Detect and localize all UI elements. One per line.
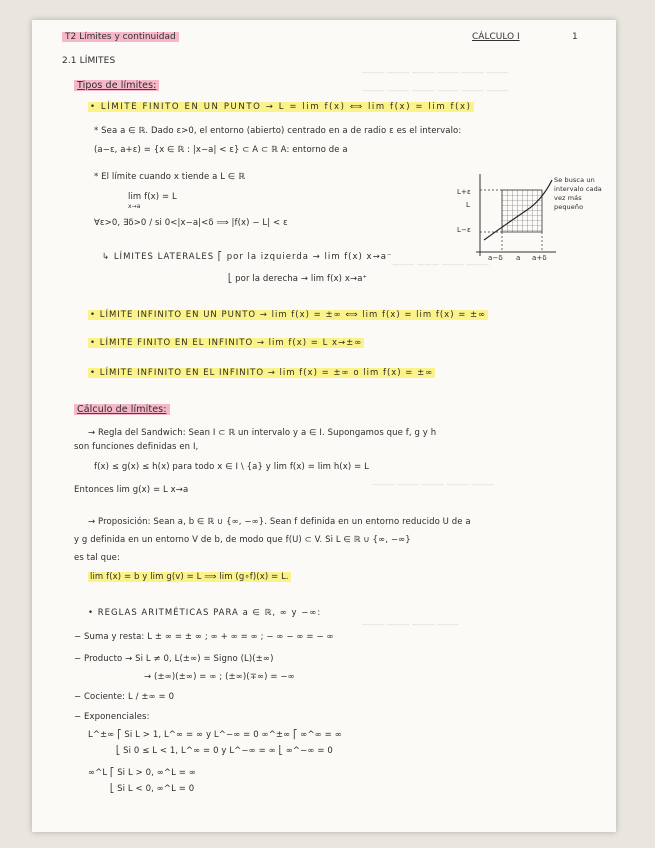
entorno-definition: * Sea a ∈ ℝ. Dado ε>0, el entorno (abierto) centrado en a de radio ε es el intervalo: — [94, 126, 462, 136]
entorno-interval: (a−ε, a+ε) = {x ∈ ℝ : |x−a| < ε} ⊂ A ⊂ ℝ A: entorno de a — [94, 145, 348, 155]
epsilon-delta-definition: ∀ε>0, ∃δ>0 / si 0<|x−a|<δ ⟹ |f(x) − L| < ε — [94, 218, 288, 228]
sandwich-inequality: f(x) ≤ g(x) ≤ h(x) para todo x ∈ I \ {a} y lim f(x) = lim h(x) = L — [94, 462, 369, 472]
graph-note: Se busca un intervalo cada vez más pequeño — [554, 176, 602, 211]
graph-label-L: L — [466, 201, 470, 209]
limit-type-3 — [88, 338, 364, 348]
limit-formula: lim f(x) = L — [128, 192, 177, 202]
rule-quotient: − Cociente: L / ±∞ = 0 — [74, 692, 175, 702]
limit-type-3-text: • LÍMITE FINITO EN EL INFINITO → lim f(x) = L x→±∞ — [90, 338, 363, 348]
bleed-through-text: ——— ——— ——— ——— — [362, 620, 460, 629]
bleed-through-text: ——— ——— ——— ——— ——— ——— — [362, 86, 509, 95]
limit-subscript: x→a — [128, 203, 141, 210]
rule-product-1: − Producto → Si L ≠ 0, L(±∞) = Signo (L)(±∞) — [74, 654, 274, 664]
limit-type-1 — [88, 102, 474, 112]
rule-exponential-2: ⎣ Si 0 ≤ L < 1, L^∞ = 0 y L^−∞ = ∞ ⎣ ∞^−∞ = 0 — [116, 746, 333, 756]
proposition-line-2: y g definida en un entorno V de b, de modo que f(U) ⊂ V. Si L ∈ ℝ ∪ {∞, −∞} — [74, 535, 411, 545]
rule-exponential-1: L^±∞ ⎡ Si L > 1, L^∞ = ∞ y L^−∞ = 0 ∞^±∞ ⎡ ∞^∞ = ∞ — [88, 730, 342, 740]
rule-exponential-4: ⎣ Si L < 0, ∞^L = 0 — [110, 784, 195, 794]
graph-label-a-plus: a+δ — [532, 254, 547, 262]
graph-label-a: a — [516, 254, 521, 262]
proposition-result-text: lim f(x) = b y lim g(v) = L ⟹ lim (g∘f)(x) = L. — [90, 572, 289, 582]
limit-type-4-text: • LÍMITE INFINITO EN EL INFINITO → lim f(x) = ±∞ o lim f(x) = ±∞ — [90, 368, 434, 378]
lateral-limits-right: ⎣ por la derecha → lim f(x) x→a⁺ — [228, 274, 368, 284]
course-title: CÁLCULO I — [472, 32, 520, 42]
rule-exponential-3: ∞^L ⎡ Si L > 0, ∞^L = ∞ — [88, 768, 196, 778]
limit-type-2-text: • LÍMITE INFINITO EN UN PUNTO → lim f(x) = ±∞ ⟺ lim f(x) = lim f(x) = ±∞ — [90, 310, 487, 320]
proposition-result — [88, 572, 291, 582]
section-title: T2 Límites y continuidad — [62, 32, 179, 42]
bleed-through-text: ——— ——— ——— ——— ——— ——— — [362, 68, 509, 77]
lateral-limits-left: ↳ LÍMITES LATERALES ⎡ por la izquierda → lim f(x) x→a⁻ — [102, 252, 393, 262]
page-number: 1 — [572, 32, 578, 42]
limit-type-4 — [88, 368, 435, 378]
proposition-line-3: es tal que: — [74, 553, 120, 563]
rule-product-2: → (±∞)(±∞) = ∞ ; (±∞)(∓∞) = −∞ — [144, 672, 295, 682]
graph-label-lower: L−ε — [457, 226, 471, 234]
graph-label-upper: L+ε — [457, 188, 471, 196]
limit-tends-line: * El límite cuando x tiende a L ∈ ℝ — [94, 172, 246, 182]
notebook-page — [32, 20, 616, 832]
graph-label-a-minus: a−δ — [488, 254, 503, 262]
rule-sum: − Suma y resta: L ± ∞ = ± ∞ ; ∞ + ∞ = ∞ ; − ∞ − ∞ = − ∞ — [74, 632, 334, 642]
limit-type-1-text: • LÍMITE FINITO EN UN PUNTO → L = lim f(x) ⟺ lim f(x) = lim f(x) — [90, 102, 472, 112]
proposition-line-1: → Proposición: Sean a, b ∈ ℝ ∪ {∞, −∞}. Sean f definida en un entorno reducido U de a — [88, 517, 471, 527]
subheading-tipos-text: Tipos de límites: — [74, 80, 159, 91]
subheading-calculo — [74, 404, 170, 415]
subheading-tipos — [74, 80, 159, 91]
bleed-through-text: ——— ——— ——— ——— — [392, 260, 490, 269]
rule-exponential-title: − Exponenciales: — [74, 712, 150, 722]
sandwich-rule: → Regla del Sandwich: Sean I ⊂ ℝ un intervalo y a ∈ I. Supongamos que f, g y h — [88, 428, 437, 438]
limit-type-2 — [88, 310, 488, 320]
bleed-through-text: ——— ——— ——— ——— ——— — [372, 480, 495, 489]
heading-limites: 2.1 LÍMITES — [62, 56, 116, 66]
arithmetic-rules-title: • REGLAS ARITMÉTICAS PARA a ∈ ℝ, ∞ y −∞: — [88, 608, 322, 618]
section-header — [62, 32, 179, 42]
sandwich-conclusion: Entonces lim g(x) = L x→a — [74, 485, 189, 495]
sandwich-functions: son funciones definidas en I, — [74, 442, 199, 452]
subheading-calculo-text: Cálculo de límites: — [74, 404, 170, 415]
